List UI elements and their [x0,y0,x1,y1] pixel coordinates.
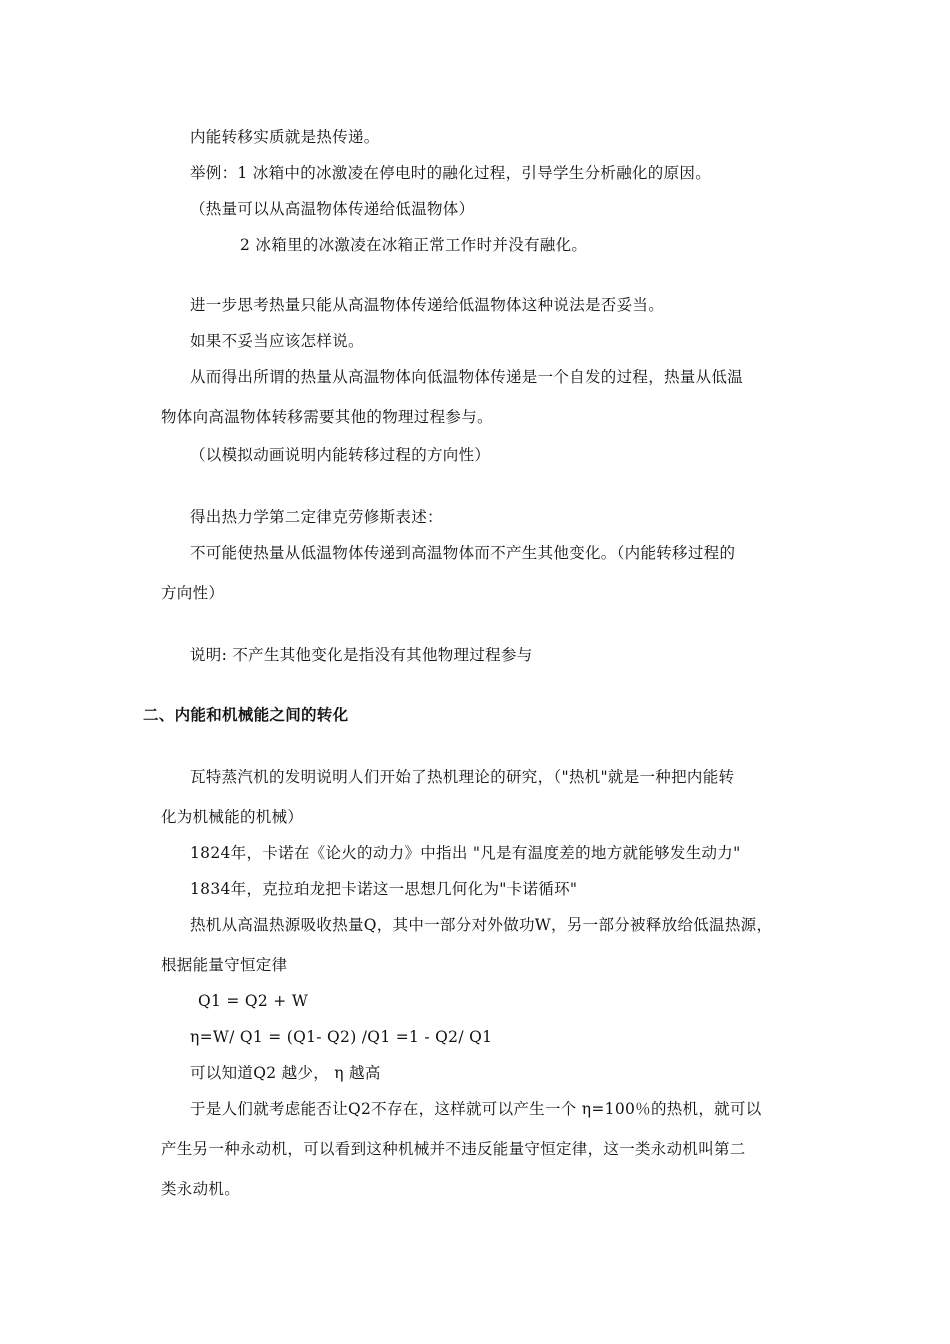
text-line: 可以知道Q2 越少， η 越高 [190,1064,381,1082]
text-line: 于是人们就考虑能否让Q2不存在，这样就可以产生一个 η=100％的热机，就可以 [190,1100,762,1118]
text-line: 1824年，卡诺在《论火的动力》中指出 "凡是有温度差的地方就能够发生动力" [190,844,741,862]
text-line: 物体向高温物体转移需要其他的物理过程参与。 [161,408,493,426]
text-line: 如果不妥当应该怎样说。 [190,332,364,350]
text-line: 瓦特蒸汽机的发明说明人们开始了热机理论的研究，（"热机"就是一种把内能转 [190,768,735,786]
text-line: 热机从高温热源吸收热量Q，其中一部分对外做功W，另一部分被释放给低温热源， [190,916,773,934]
formula-line: Q1 = Q2 + W [198,992,309,1010]
text-line: 说明: 不产生其他变化是指没有其他物理过程参与 [190,646,533,664]
text-line: 类永动机。 [161,1180,241,1198]
text-line: 化为机械能的机械） [161,808,304,826]
text-line: 1834年，克拉珀龙把卡诺这一思想几何化为"卡诺循环" [190,880,578,898]
text-line: 产生另一种永动机，可以看到这种机械并不违反能量守恒定律，这一类永动机叫第二 [161,1140,746,1158]
text-line: 内能转移实质就是热传递。 [190,128,380,146]
text-line: 举例：1 冰箱中的冰激凌在停电时的融化过程，引导学生分析融化的原因。 [190,164,711,182]
text-line: 方向性） [161,584,225,602]
text-line: 从而得出所谓的热量从高温物体向低温物体传递是一个自发的过程，热量从低温 [190,368,744,386]
text-line: 2 冰箱里的冰激凌在冰箱正常工作时并没有融化。 [240,236,588,254]
text-line: 根据能量守恒定律 [161,956,288,974]
text-line: （以模拟动画说明内能转移过程的方向性） [190,446,491,464]
section-heading: 二、内能和机械能之间的转化 [143,706,349,724]
formula-line: η=W/ Q1 = (Q1- Q2) /Q1 =1 - Q2/ Q1 [190,1028,493,1046]
text-line: 进一步思考热量只能从高温物体传递给低温物体这种说法是否妥当。 [190,296,665,314]
text-line: （热量可以从高温物体传递给低温物体） [190,200,475,218]
text-line: 不可能使热量从低温物体传递到高温物体而不产生其他变化。（内能转移过程的 [190,544,736,562]
text-line: 得出热力学第二定律克劳修斯表述： [190,508,443,526]
